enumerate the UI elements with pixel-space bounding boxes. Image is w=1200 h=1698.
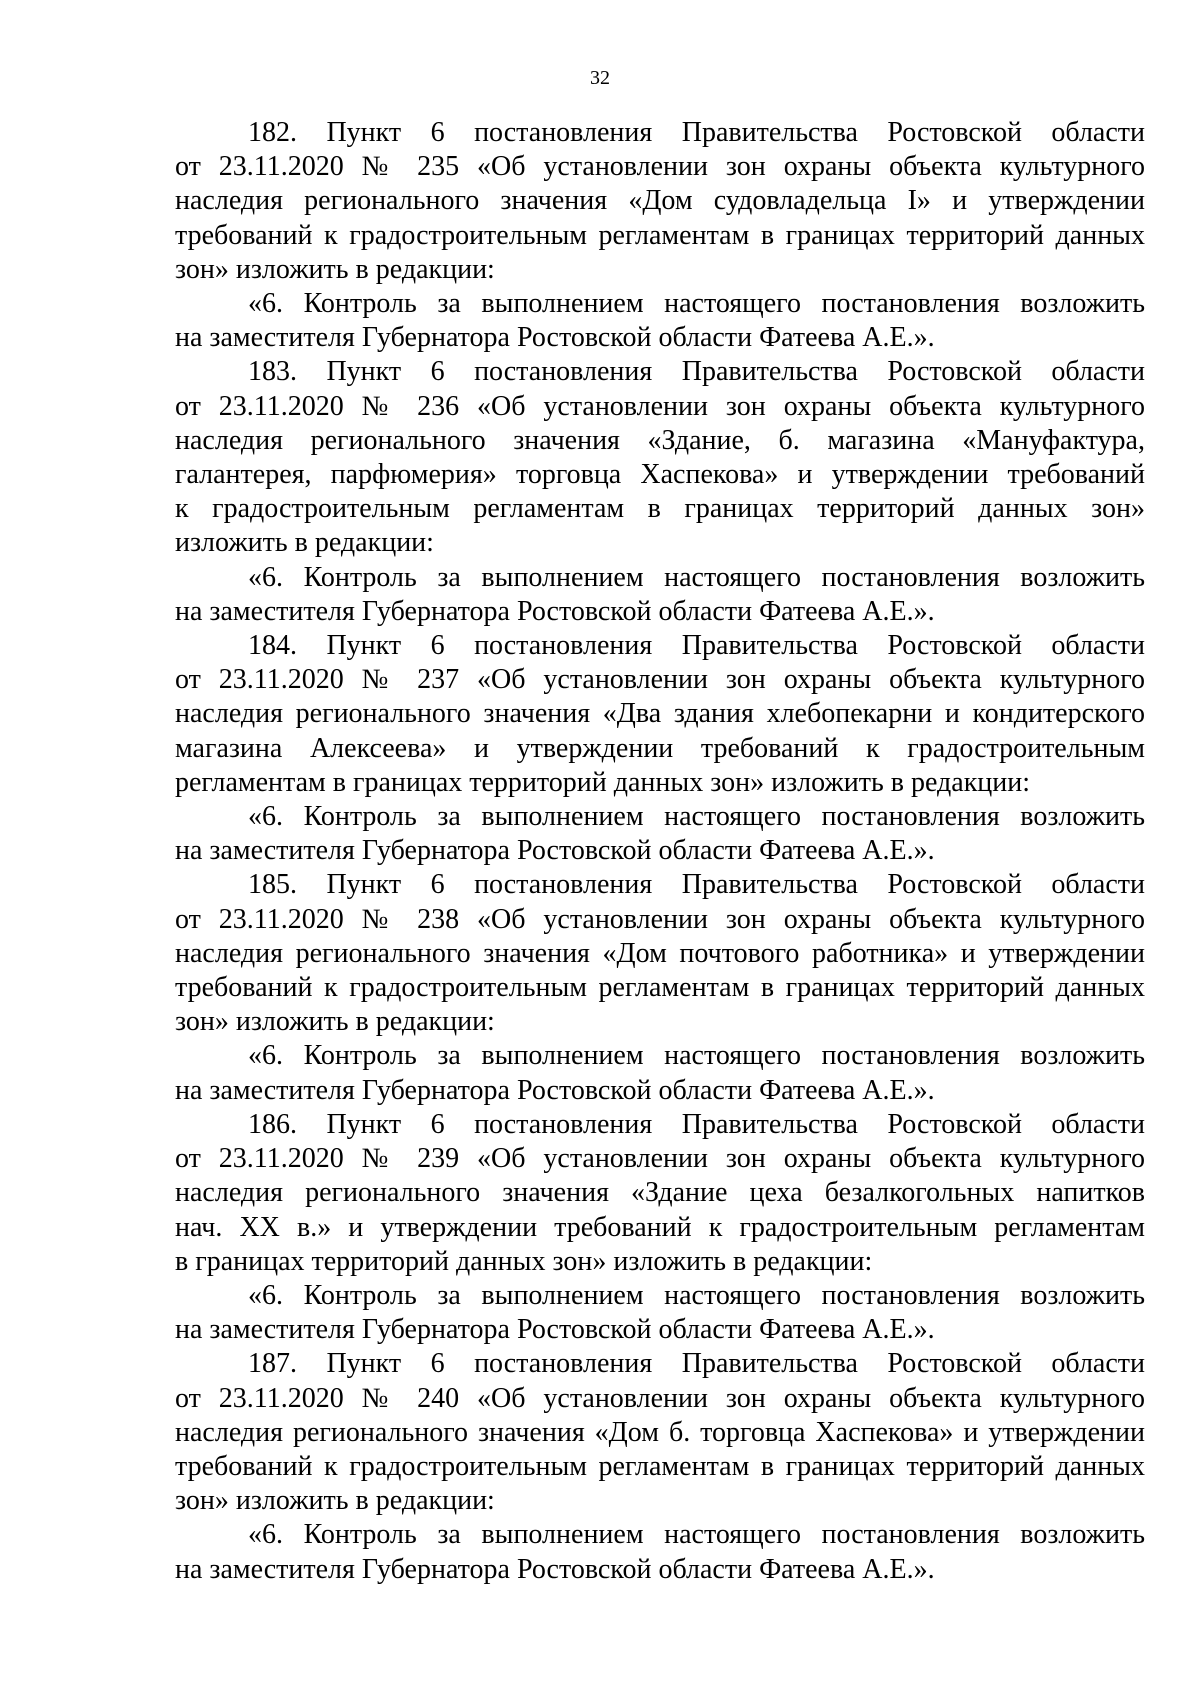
text-line: от 23.11.2020 № 240 «Об установлении зон охраны объекта культурного <box>175 1382 1145 1414</box>
text-line: требований к градостроительным регламентам в границах территорий данных <box>175 972 1145 1004</box>
text-line: от 23.11.2020 № 236 «Об установлении зон охраны объекта культурного <box>175 390 1145 422</box>
text-line: «6. Контроль за выполнением настоящего постановления возложить <box>248 1279 1145 1311</box>
text-line: магазина Алексеева» и утверждении требований к градостроительным <box>175 732 1145 764</box>
text-line: «6. Контроль за выполнением настоящего постановления возложить <box>248 288 1145 320</box>
text-line: «6. Контроль за выполнением настоящего постановления возложить <box>248 801 1145 833</box>
amendment-paragraph <box>175 1108 1145 1279</box>
text-line: наследия регионального значения «Дом судовладельца I» и утверждении <box>175 185 1145 217</box>
quoted-text-paragraph <box>175 561 1145 629</box>
quoted-text-paragraph <box>175 800 1145 868</box>
text-line: в границах территорий данных зон» изложить в редакции: <box>175 1245 873 1277</box>
page-number: 32 <box>590 67 610 89</box>
text-line: «6. Контроль за выполнением настоящего постановления возложить <box>248 1519 1145 1551</box>
quoted-text-paragraph <box>175 1039 1145 1107</box>
text-line: на заместителя Губернатора Ростовской области Фатеева А.Е.». <box>175 1074 935 1106</box>
text-line: нач. XX в.» и утверждении требований к градостроительным регламентам <box>175 1211 1145 1243</box>
text-line: 183. Пункт 6 постановления Правительства Ростовской области <box>248 356 1145 388</box>
text-line: от 23.11.2020 № 239 «Об установлении зон охраны объекта культурного <box>175 1143 1145 1175</box>
text-line: зон» изложить в редакции: <box>175 253 495 285</box>
text-line: требований к градостроительным регламентам в границах территорий данных <box>175 1450 1145 1482</box>
text-line: на заместителя Губернатора Ростовской области Фатеева А.Е.». <box>175 835 935 867</box>
text-line: зон» изложить в редакции: <box>175 1006 495 1038</box>
text-line: наследия регионального значения «Здание цеха безалкогольных напитков <box>175 1177 1145 1209</box>
text-line: регламентам в границах территорий данных зон» изложить в редакции: <box>175 766 1031 798</box>
amendment-paragraph <box>175 355 1145 560</box>
quoted-text-paragraph <box>175 287 1145 355</box>
text-line: от 23.11.2020 № 237 «Об установлении зон охраны объекта культурного <box>175 664 1145 696</box>
text-line: наследия регионального значения «Здание, б. магазина «Мануфактура, <box>175 424 1145 456</box>
text-line: требований к градостроительным регламентам в границах территорий данных <box>175 219 1145 251</box>
text-line: к градостроительным регламентам в границах территорий данных зон» <box>175 493 1145 525</box>
document-body <box>175 116 1145 1587</box>
text-line: наследия регионального значения «Дом почтового работника» и утверждении <box>175 937 1145 969</box>
text-line: наследия регионального значения «Дом б. торговца Хаспекова» и утверждении <box>175 1416 1145 1448</box>
text-line: 185. Пункт 6 постановления Правительства Ростовской области <box>248 869 1145 901</box>
amendment-paragraph <box>175 629 1145 800</box>
text-line: на заместителя Губернатора Ростовской области Фатеева А.Е.». <box>175 1553 935 1585</box>
quoted-text-paragraph <box>175 1518 1145 1586</box>
amendment-paragraph <box>175 116 1145 287</box>
amendment-paragraph <box>175 868 1145 1039</box>
text-line: от 23.11.2020 № 238 «Об установлении зон охраны объекта культурного <box>175 903 1145 935</box>
text-line: «6. Контроль за выполнением настоящего постановления возложить <box>248 1040 1145 1072</box>
text-line: 186. Пункт 6 постановления Правительства Ростовской области <box>248 1108 1145 1140</box>
text-line: изложить в редакции: <box>175 527 434 559</box>
amendment-paragraph <box>175 1347 1145 1518</box>
text-line: «6. Контроль за выполнением настоящего постановления возложить <box>248 561 1145 593</box>
text-line: на заместителя Губернатора Ростовской области Фатеева А.Е.». <box>175 1314 935 1346</box>
text-line: на заместителя Губернатора Ростовской области Фатеева А.Е.». <box>175 595 935 627</box>
text-line: 182. Пункт 6 постановления Правительства Ростовской области <box>248 117 1145 148</box>
text-line: на заместителя Губернатора Ростовской области Фатеева А.Е.». <box>175 322 935 354</box>
text-line: наследия регионального значения «Два здания хлебопекарни и кондитерского <box>175 698 1145 730</box>
text-line: 187. Пункт 6 постановления Правительства Ростовской области <box>248 1348 1145 1380</box>
quoted-text-paragraph <box>175 1279 1145 1347</box>
text-line: от 23.11.2020 № 235 «Об установлении зон охраны объекта культурного <box>175 151 1145 183</box>
text-line: галантерея, парфюмерия» торговца Хаспекова» и утверждении требований <box>175 459 1145 491</box>
text-line: зон» изложить в редакции: <box>175 1485 495 1517</box>
text-line: 184. Пункт 6 постановления Правительства Ростовской области <box>248 630 1145 662</box>
